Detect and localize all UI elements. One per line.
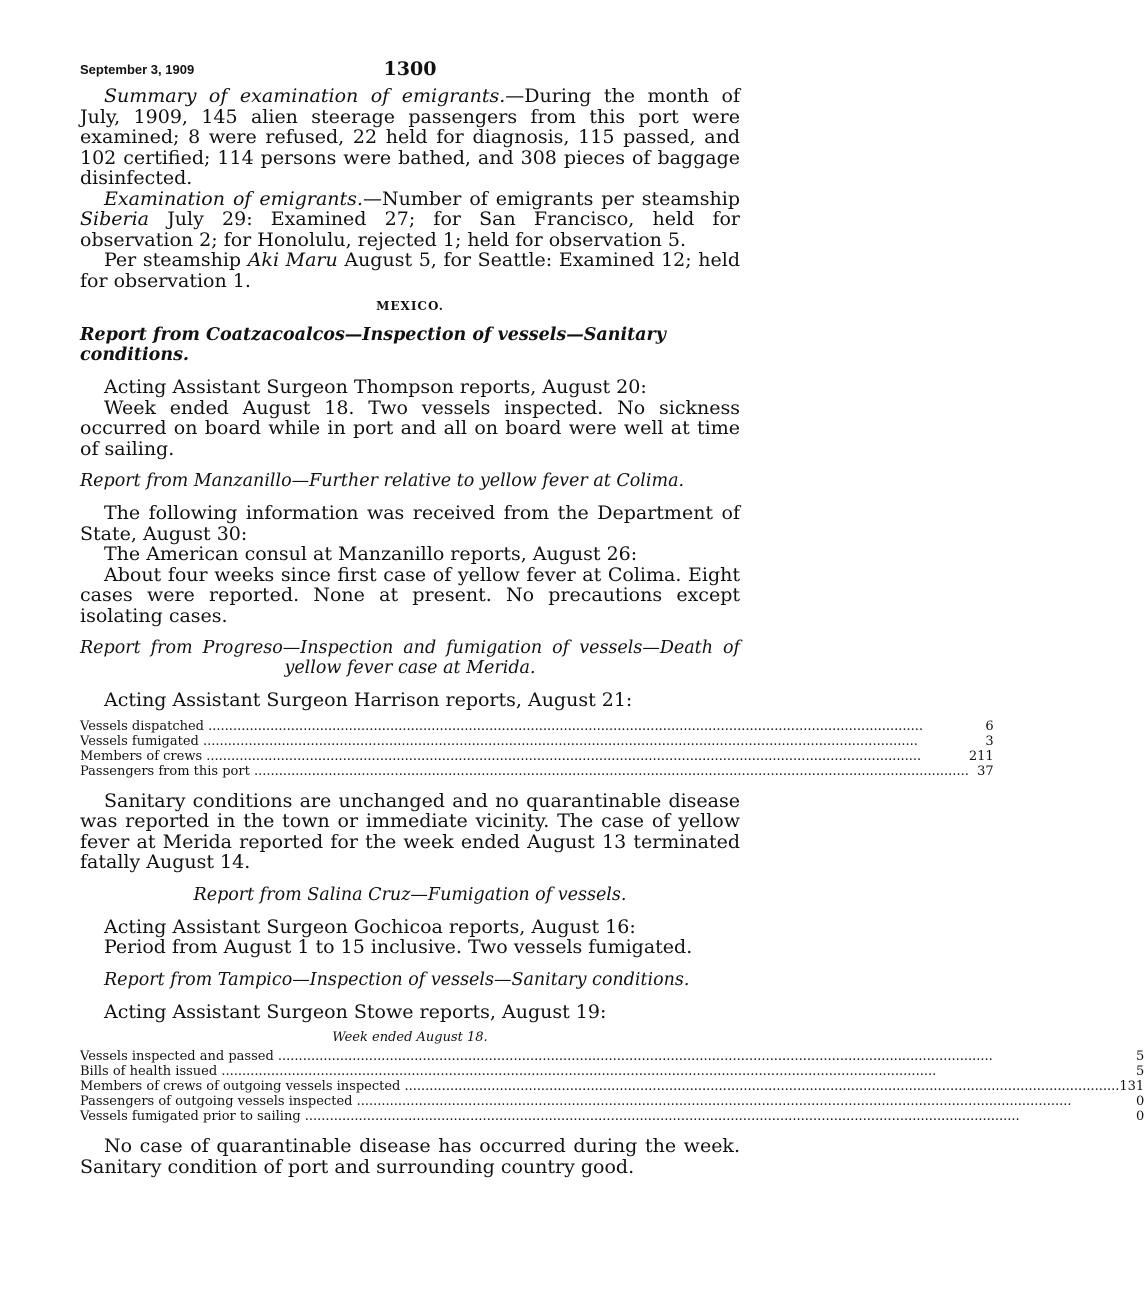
- page-header: [80, 58, 740, 86]
- summary-text: —During the month of July, 1909, 145 alien steerage passengers from this port were examined; 8 were refused, 22 held for diagnosis, 115 passed, and 102 certified; 114 persons were bathed, and 308 pieces of baggage disinfected.: [80, 85, 740, 189]
- row-value: 5: [1135, 1049, 1144, 1064]
- row-label: Bills of health issued: [80, 1064, 218, 1079]
- salina-cruz-p1: Acting Assistant Surgeon Gochicoa reports, August 16:: [104, 915, 636, 938]
- row-label: Vessels fumigated prior to sailing: [80, 1109, 301, 1124]
- row-label: Vessels dispatched: [80, 718, 205, 734]
- salina-cruz-p2: Period from August 1 to 15 inclusive. Two vessels fumigated.: [104, 936, 693, 958]
- progreso-title: [80, 638, 740, 678]
- examination-text-c: Per steamship: [104, 249, 248, 271]
- examination-text-b: July 29: Examined 27; for San Francisco, held for observation 2; for Honolulu, rejected 1; held for observation 5.: [80, 208, 740, 251]
- mexico-heading: MEXICO.: [376, 299, 444, 313]
- manzanillo-p1: The following information was received from the Department of State, August 30:: [80, 502, 740, 545]
- coatzacoalcos-p1: Acting Assistant Surgeon Thompson reports, August 20:: [104, 376, 647, 398]
- document-page: [80, 58, 1144, 1178]
- manzanillo-p3: About four weeks since first case of yellow fever at Colima. Eight cases were reported. None at present. No precautions except isolating cases.: [80, 563, 740, 627]
- progreso-p1: Acting Assistant Surgeon Harrison reports, August 21:: [104, 689, 633, 711]
- progreso-title-line1: Report from Progreso—Inspection and fumigation of vessels—Death of: [80, 638, 740, 658]
- table-row: [80, 1094, 1144, 1109]
- row-value: 131: [1119, 1079, 1144, 1094]
- tampico-week-caption: Week ended August 18.: [332, 1030, 488, 1045]
- page-number: 1300: [383, 58, 437, 80]
- table-row: [80, 1064, 1144, 1079]
- table-row: [80, 749, 994, 764]
- table-row: [80, 1049, 1144, 1064]
- summary-paragraph: [80, 86, 740, 189]
- ship-name-aki-maru: Aki Maru: [247, 249, 338, 271]
- coatzacoalcos-title: Report from Coatzacoalcos—Inspection of vessels—Sanitary conditions.: [80, 325, 666, 365]
- examination-text-a: —Number of emigrants per steamship: [362, 187, 740, 210]
- table-row: [80, 734, 994, 749]
- row-label: Vessels inspected and passed: [80, 1049, 274, 1064]
- row-label: Passengers from this port: [80, 763, 250, 779]
- progreso-table: [80, 719, 994, 779]
- examination-text-d: August 5, for Seattle: Examined 12; held for observation 1.: [80, 249, 741, 292]
- row-value: 37: [977, 763, 994, 779]
- row-label: Vessels fumigated: [80, 733, 199, 749]
- row-label: Members of crews: [80, 748, 203, 764]
- coatzacoalcos-p2: Week ended August 18. Two vessels inspected. No sickness occurred on board while in port and all on board were well at time of sailing.: [80, 396, 740, 460]
- tampico-p1: Acting Assistant Surgeon Stowe reports, August 19:: [104, 1000, 607, 1023]
- header-date: September 3, 1909: [80, 62, 195, 77]
- table-row: [80, 1109, 1144, 1124]
- row-value: 3: [985, 733, 994, 749]
- row-value: 0: [1135, 1109, 1144, 1124]
- tampico-table: [80, 1049, 1144, 1124]
- table-row: [80, 719, 994, 734]
- row-label: Members of crews of outgoing vessels inspected: [80, 1079, 401, 1094]
- ship-name-siberia: Siberia: [80, 208, 149, 230]
- table-row: [80, 1079, 1144, 1094]
- manzanillo-title: Report from Manzanillo—Further relative to yellow fever at Colima.: [80, 471, 685, 491]
- table-row: [80, 764, 994, 779]
- row-value: 211: [968, 748, 994, 764]
- examination-lead: Examination of emigrants.: [104, 187, 363, 210]
- progreso-title-line2: yellow fever case at Merida.: [284, 658, 536, 678]
- salina-cruz-title: Report from Salina Cruz—Fumigation of vessels.: [193, 884, 627, 905]
- examination-paragraph: [80, 189, 740, 251]
- tampico-p2: No case of quarantinable disease has occurred during the week. Sanitary condition of port and surrounding country good.: [80, 1135, 740, 1178]
- summary-lead: Summary of examination of emigrants.: [104, 85, 506, 107]
- progreso-p2: Sanitary conditions are unchanged and no quarantinable disease was reported in the town or immediate vicinity. The case of yellow fever at Merida reported for the week ended August 13 terminated fatally August 14.: [80, 789, 740, 873]
- row-label: Passengers of outgoing vessels inspected: [80, 1094, 353, 1109]
- tampico-title: Report from Tampico—Inspection of vessels—Sanitary conditions.: [104, 969, 690, 990]
- row-value: 6: [985, 718, 994, 734]
- row-value: 5: [1135, 1064, 1144, 1079]
- manzanillo-p2: The American consul at Manzanillo reports, August 26:: [104, 543, 638, 565]
- aki-maru-paragraph: [80, 250, 740, 291]
- row-value: 0: [1135, 1094, 1144, 1109]
